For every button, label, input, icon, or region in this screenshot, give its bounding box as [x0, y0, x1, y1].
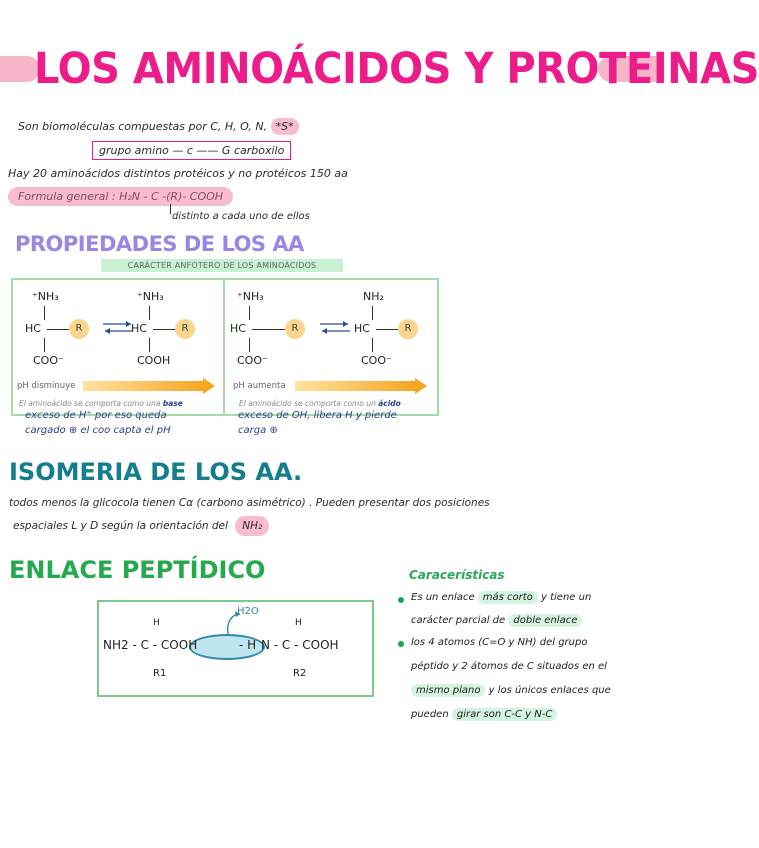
behavior-left: El aminoácido se comporta como una base: [19, 399, 183, 408]
amino-carboxyl-box: grupo amino — c —— G carboxilo: [92, 141, 291, 160]
note-acid-2: carga ⊕: [238, 425, 278, 436]
hc-right-a: HC: [230, 322, 246, 335]
char-2-line-2: péptido y 2 átomos de C situados en el: [411, 661, 607, 672]
note-acid-1: exceso de OH, libera H y pierde: [238, 410, 397, 421]
enlace-heading: ENLACE PEPTÍDICO: [9, 556, 266, 584]
nh3-left-a: ⁺NH₃: [32, 290, 59, 303]
characteristics-title: Caracerísticas: [409, 568, 505, 582]
ph-arrow-right: [295, 381, 415, 391]
isomeria-text: espaciales L y D según la orientación del: [13, 520, 228, 532]
ph-arrow-head-icon: [203, 378, 215, 394]
formula-pointer: [170, 204, 171, 214]
equilibrium-arrows-icon: [318, 318, 352, 338]
r-group: R: [175, 319, 195, 339]
ph-label-right: pH aumenta: [233, 381, 286, 391]
hc-left-b: HC: [131, 322, 147, 335]
coo-right-a: COO⁻: [237, 354, 268, 367]
char-2-line-1: los 4 atomos (C=O y NH) del grupo: [411, 637, 588, 648]
char-2-line-4: pueden girar son C-C y N-C: [411, 709, 557, 720]
formula-note: distinto a cada uno de ellos: [172, 211, 310, 222]
char-1-line-1: Es un enlace más corto y tiene un: [411, 592, 592, 603]
isomeria-line-1: todos menos la glicocola tienen Cα (carbono asimétrico) . Pueden presentar dos posiciones: [9, 497, 490, 509]
amino-acid-2: N - C - COOH: [261, 638, 339, 652]
isomeria-line-2: [13, 520, 269, 532]
char-2-line-3: mismo plano y los únicos enlaces que: [411, 685, 611, 696]
r1-label: R1: [153, 668, 167, 679]
intro-text: Son biomoléculas compuestas por C, H, O, N,: [18, 120, 268, 133]
hc-left-a: HC: [25, 322, 41, 335]
note-base-1: exceso de H⁺ por eso queda: [25, 410, 167, 421]
hc-right-b: HC: [354, 322, 370, 335]
page-title: LOS AMINOÁCIDOS Y PROTEINAS: [34, 44, 759, 94]
r2-label: R2: [293, 668, 307, 679]
bullet-icon: [398, 597, 404, 603]
properties-heading: PROPIEDADES DE LOS AA: [15, 232, 304, 256]
bond-h: - H: [239, 638, 257, 652]
cooh-left-b: COOH: [137, 354, 171, 367]
h-top-right: H: [295, 618, 302, 628]
amino-acid-1: NH2 - C - COOH: [103, 638, 198, 652]
peptide-reaction-box: [97, 600, 374, 697]
diagram-title: CARÁCTER ANFÓTERO DE LOS AMINOÁCIDOS: [101, 259, 343, 272]
ph-arrow-head-icon: [415, 378, 427, 394]
panel-base: [11, 278, 227, 416]
behavior-right: El aminoácido se comporta como un ácido: [239, 399, 401, 408]
char-1-line-2: carácter parcial de doble enlace: [411, 615, 582, 626]
water-label: H2O: [237, 606, 259, 617]
note-base-2: cargado ⊕ el coo capta el pH: [25, 425, 171, 436]
panel-acid: [223, 278, 439, 416]
coo-left-a: COO⁻: [33, 354, 64, 367]
nh2-highlight: NH₂: [235, 516, 269, 536]
ph-label-left: pH disminuye: [17, 381, 76, 391]
intro-line-2: Hay 20 aminoácidos distintos protéicos y no protéicos 150 aa: [8, 167, 348, 180]
isomeria-heading: ISOMERIA DE LOS AA.: [9, 458, 303, 486]
sulfur-mark: *S*: [271, 118, 299, 135]
bullet-icon: [398, 641, 404, 647]
r-group: R: [398, 319, 418, 339]
r-group: R: [285, 319, 305, 339]
general-formula: Formula general : H₂N - C -(R)- COOH: [8, 187, 233, 206]
nh3-right-a: ⁺NH₃: [237, 290, 264, 303]
h-top-left: H: [153, 618, 160, 628]
intro-line-1: [18, 118, 299, 135]
equilibrium-arrows-icon: [101, 318, 135, 338]
nh2-right-b: NH₂: [363, 290, 384, 303]
coo-right-b: COO⁻: [361, 354, 392, 367]
r-group: R: [69, 319, 89, 339]
ph-arrow-left: [83, 381, 203, 391]
nh3-left-b: ⁺NH₃: [137, 290, 164, 303]
